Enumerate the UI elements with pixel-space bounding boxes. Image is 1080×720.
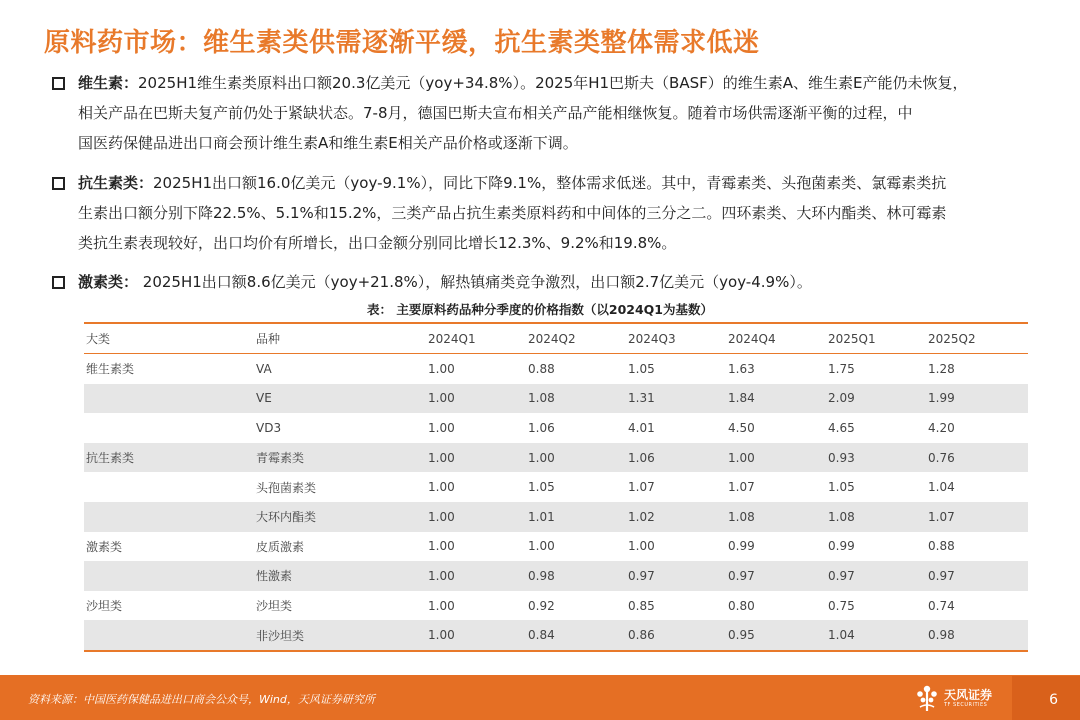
item-cell: 性激素 [256, 569, 293, 584]
source-note: 资料来源：中国医药保健品进出口商会公众号，Wind，天风证券研究所 [28, 693, 375, 706]
value-cell: 1.00 [428, 628, 455, 643]
value-cell: 1.07 [928, 509, 955, 524]
bullet-line: 2025H1出口额8.6亿美元（yoy+21.8%），解热镇痛类竞争激烈，出口额2.7亿美元（yoy-4.9%）。 [138, 273, 812, 291]
square-bullet-icon [52, 276, 65, 289]
value-cell: 1.00 [428, 598, 455, 613]
item-cell: 沙坦类 [256, 599, 293, 614]
category-cell: 沙坦类 [86, 599, 123, 614]
value-cell: 1.00 [428, 539, 455, 554]
bullet-line: 相关产品在巴斯夫复产前仍处于紧缺状态。7-8月，德国巴斯夫宣布相关产品产能相继恢复。随着市场供需逐渐平衡的过程，中 [78, 104, 913, 122]
value-cell: 0.88 [528, 361, 555, 376]
bullet-line: 类抗生素表现较好，出口均价有所增长，出口金额分别同比增长12.3%、9.2%和19.8%。 [78, 234, 677, 252]
value-cell: 1.00 [528, 450, 555, 465]
value-cell: 1.07 [728, 480, 755, 495]
value-cell: 1.00 [728, 450, 755, 465]
item-cell: VD3 [256, 420, 282, 435]
page-number: 6 [1049, 692, 1058, 708]
value-cell: 1.00 [628, 539, 655, 554]
value-cell: 4.20 [928, 420, 955, 435]
table-header-row [84, 324, 1028, 354]
header-cell: 2024Q1 [428, 331, 476, 346]
value-cell: 0.75 [828, 598, 855, 613]
header-cell: 品种 [256, 332, 281, 346]
value-cell: 0.97 [828, 568, 855, 583]
value-cell: 0.98 [928, 628, 955, 643]
value-cell: 0.80 [728, 598, 755, 613]
price-index-table [84, 322, 1028, 652]
value-cell: 1.04 [928, 480, 955, 495]
value-cell: 1.31 [628, 391, 655, 406]
bullet-antibiotic [52, 168, 1052, 258]
value-cell: 1.00 [528, 539, 555, 554]
value-cell: 0.74 [928, 598, 955, 613]
bullet-vitamin [52, 68, 1052, 158]
table-row [84, 443, 1028, 473]
value-cell: 0.99 [828, 539, 855, 554]
bullet-line: 国医药保健品进出口商会预计维生素A和维生素E相关产品价格或逐渐下调。 [78, 134, 578, 152]
value-cell: 4.50 [728, 420, 755, 435]
value-cell: 1.08 [828, 509, 855, 524]
value-cell: 0.99 [728, 539, 755, 554]
value-cell: 0.76 [928, 450, 955, 465]
page-title: 原料药市场：维生素类供需逐渐平缓，抗生素类整体需求低迷 [44, 28, 760, 58]
value-cell: 0.97 [628, 568, 655, 583]
value-cell: 1.05 [828, 480, 855, 495]
tf-logo-icon [914, 683, 940, 713]
bullet-line: 2025H1出口额16.0亿美元（yoy-9.1%），同比下降9.1%，整体需求低迷。其中，青霉素类、头孢菌素类、氯霉素类抗 [153, 174, 947, 192]
value-cell: 0.84 [528, 628, 555, 643]
item-cell: 皮质激素 [256, 539, 305, 554]
value-cell: 0.97 [728, 568, 755, 583]
item-cell: VA [256, 361, 272, 376]
value-cell: 1.08 [528, 391, 555, 406]
value-cell: 4.01 [628, 420, 655, 435]
value-cell: 2.09 [828, 391, 855, 406]
header-cell: 2024Q4 [728, 331, 776, 346]
bullet-heading: 维生素： [78, 74, 139, 92]
header-cell: 2024Q3 [628, 331, 676, 346]
table-row [84, 532, 1028, 562]
category-cell: 激素类 [86, 539, 123, 554]
value-cell: 1.06 [628, 450, 655, 465]
value-cell: 1.05 [528, 480, 555, 495]
table-caption: 表： 主要原料药品种分季度的价格指数（以2024Q1为基数） [367, 302, 713, 317]
value-cell: 0.92 [528, 598, 555, 613]
table-row [84, 413, 1028, 443]
value-cell: 1.99 [928, 391, 955, 406]
table-row [84, 502, 1028, 532]
value-cell: 1.75 [828, 361, 855, 376]
value-cell: 1.07 [628, 480, 655, 495]
value-cell: 1.28 [928, 361, 955, 376]
header-cell: 大类 [86, 332, 111, 346]
table-row [84, 561, 1028, 591]
value-cell: 1.00 [428, 420, 455, 435]
value-cell: 1.84 [728, 391, 755, 406]
table-row [84, 472, 1028, 502]
value-cell: 0.95 [728, 628, 755, 643]
value-cell: 1.05 [628, 361, 655, 376]
bullet-hormone [52, 267, 1052, 297]
value-cell: 1.08 [728, 509, 755, 524]
value-cell: 1.00 [428, 450, 455, 465]
value-cell: 1.02 [628, 509, 655, 524]
value-cell: 1.00 [428, 480, 455, 495]
value-cell: 1.00 [428, 509, 455, 524]
value-cell: 4.65 [828, 420, 855, 435]
value-cell: 0.98 [528, 568, 555, 583]
item-cell: 青霉素类 [256, 451, 305, 466]
bullet-heading: 激素类： [78, 273, 139, 291]
item-cell: 头孢菌素类 [256, 480, 317, 495]
bullet-heading: 抗生素类： [78, 174, 154, 192]
value-cell: 0.93 [828, 450, 855, 465]
item-cell: 大环内酯类 [256, 510, 317, 525]
header-cell: 2025Q2 [928, 331, 976, 346]
page-number-block [1012, 676, 1080, 720]
value-cell: 0.85 [628, 598, 655, 613]
table-row [84, 620, 1028, 650]
item-cell: 非沙坦类 [256, 628, 305, 643]
value-cell: 1.04 [828, 628, 855, 643]
value-cell: 0.88 [928, 539, 955, 554]
value-cell: 0.86 [628, 628, 655, 643]
table-row [84, 354, 1028, 384]
table-row [84, 591, 1028, 621]
bullet-line: 2025H1维生素类原料出口额20.3亿美元（yoy+34.8%）。2025年H1巴斯夫（BASF）的维生素A、维生素E产能仍未恢复， [138, 74, 968, 92]
square-bullet-icon [52, 77, 65, 90]
table-row [84, 384, 1028, 414]
bullet-line: 生素出口额分别下降22.5%、5.1%和15.2%，三类产品占抗生素类原料药和中间体的三分之二。四环素类、大环内酯类、林可霉素 [78, 204, 947, 222]
value-cell: 1.00 [428, 391, 455, 406]
company-logo [914, 680, 1009, 716]
value-cell: 1.00 [428, 568, 455, 583]
value-cell: 1.06 [528, 420, 555, 435]
category-cell: 抗生素类 [86, 451, 135, 466]
logo-cn-text: 天风证券 [944, 688, 993, 702]
square-bullet-icon [52, 177, 65, 190]
value-cell: 1.63 [728, 361, 755, 376]
logo-en-text: TF SECURITIES [944, 702, 988, 708]
value-cell: 1.00 [428, 361, 455, 376]
value-cell: 0.97 [928, 568, 955, 583]
header-cell: 2025Q1 [828, 331, 876, 346]
category-cell: 维生素类 [86, 362, 135, 377]
header-cell: 2024Q2 [528, 331, 576, 346]
value-cell: 1.01 [528, 509, 555, 524]
item-cell: VE [256, 391, 272, 406]
